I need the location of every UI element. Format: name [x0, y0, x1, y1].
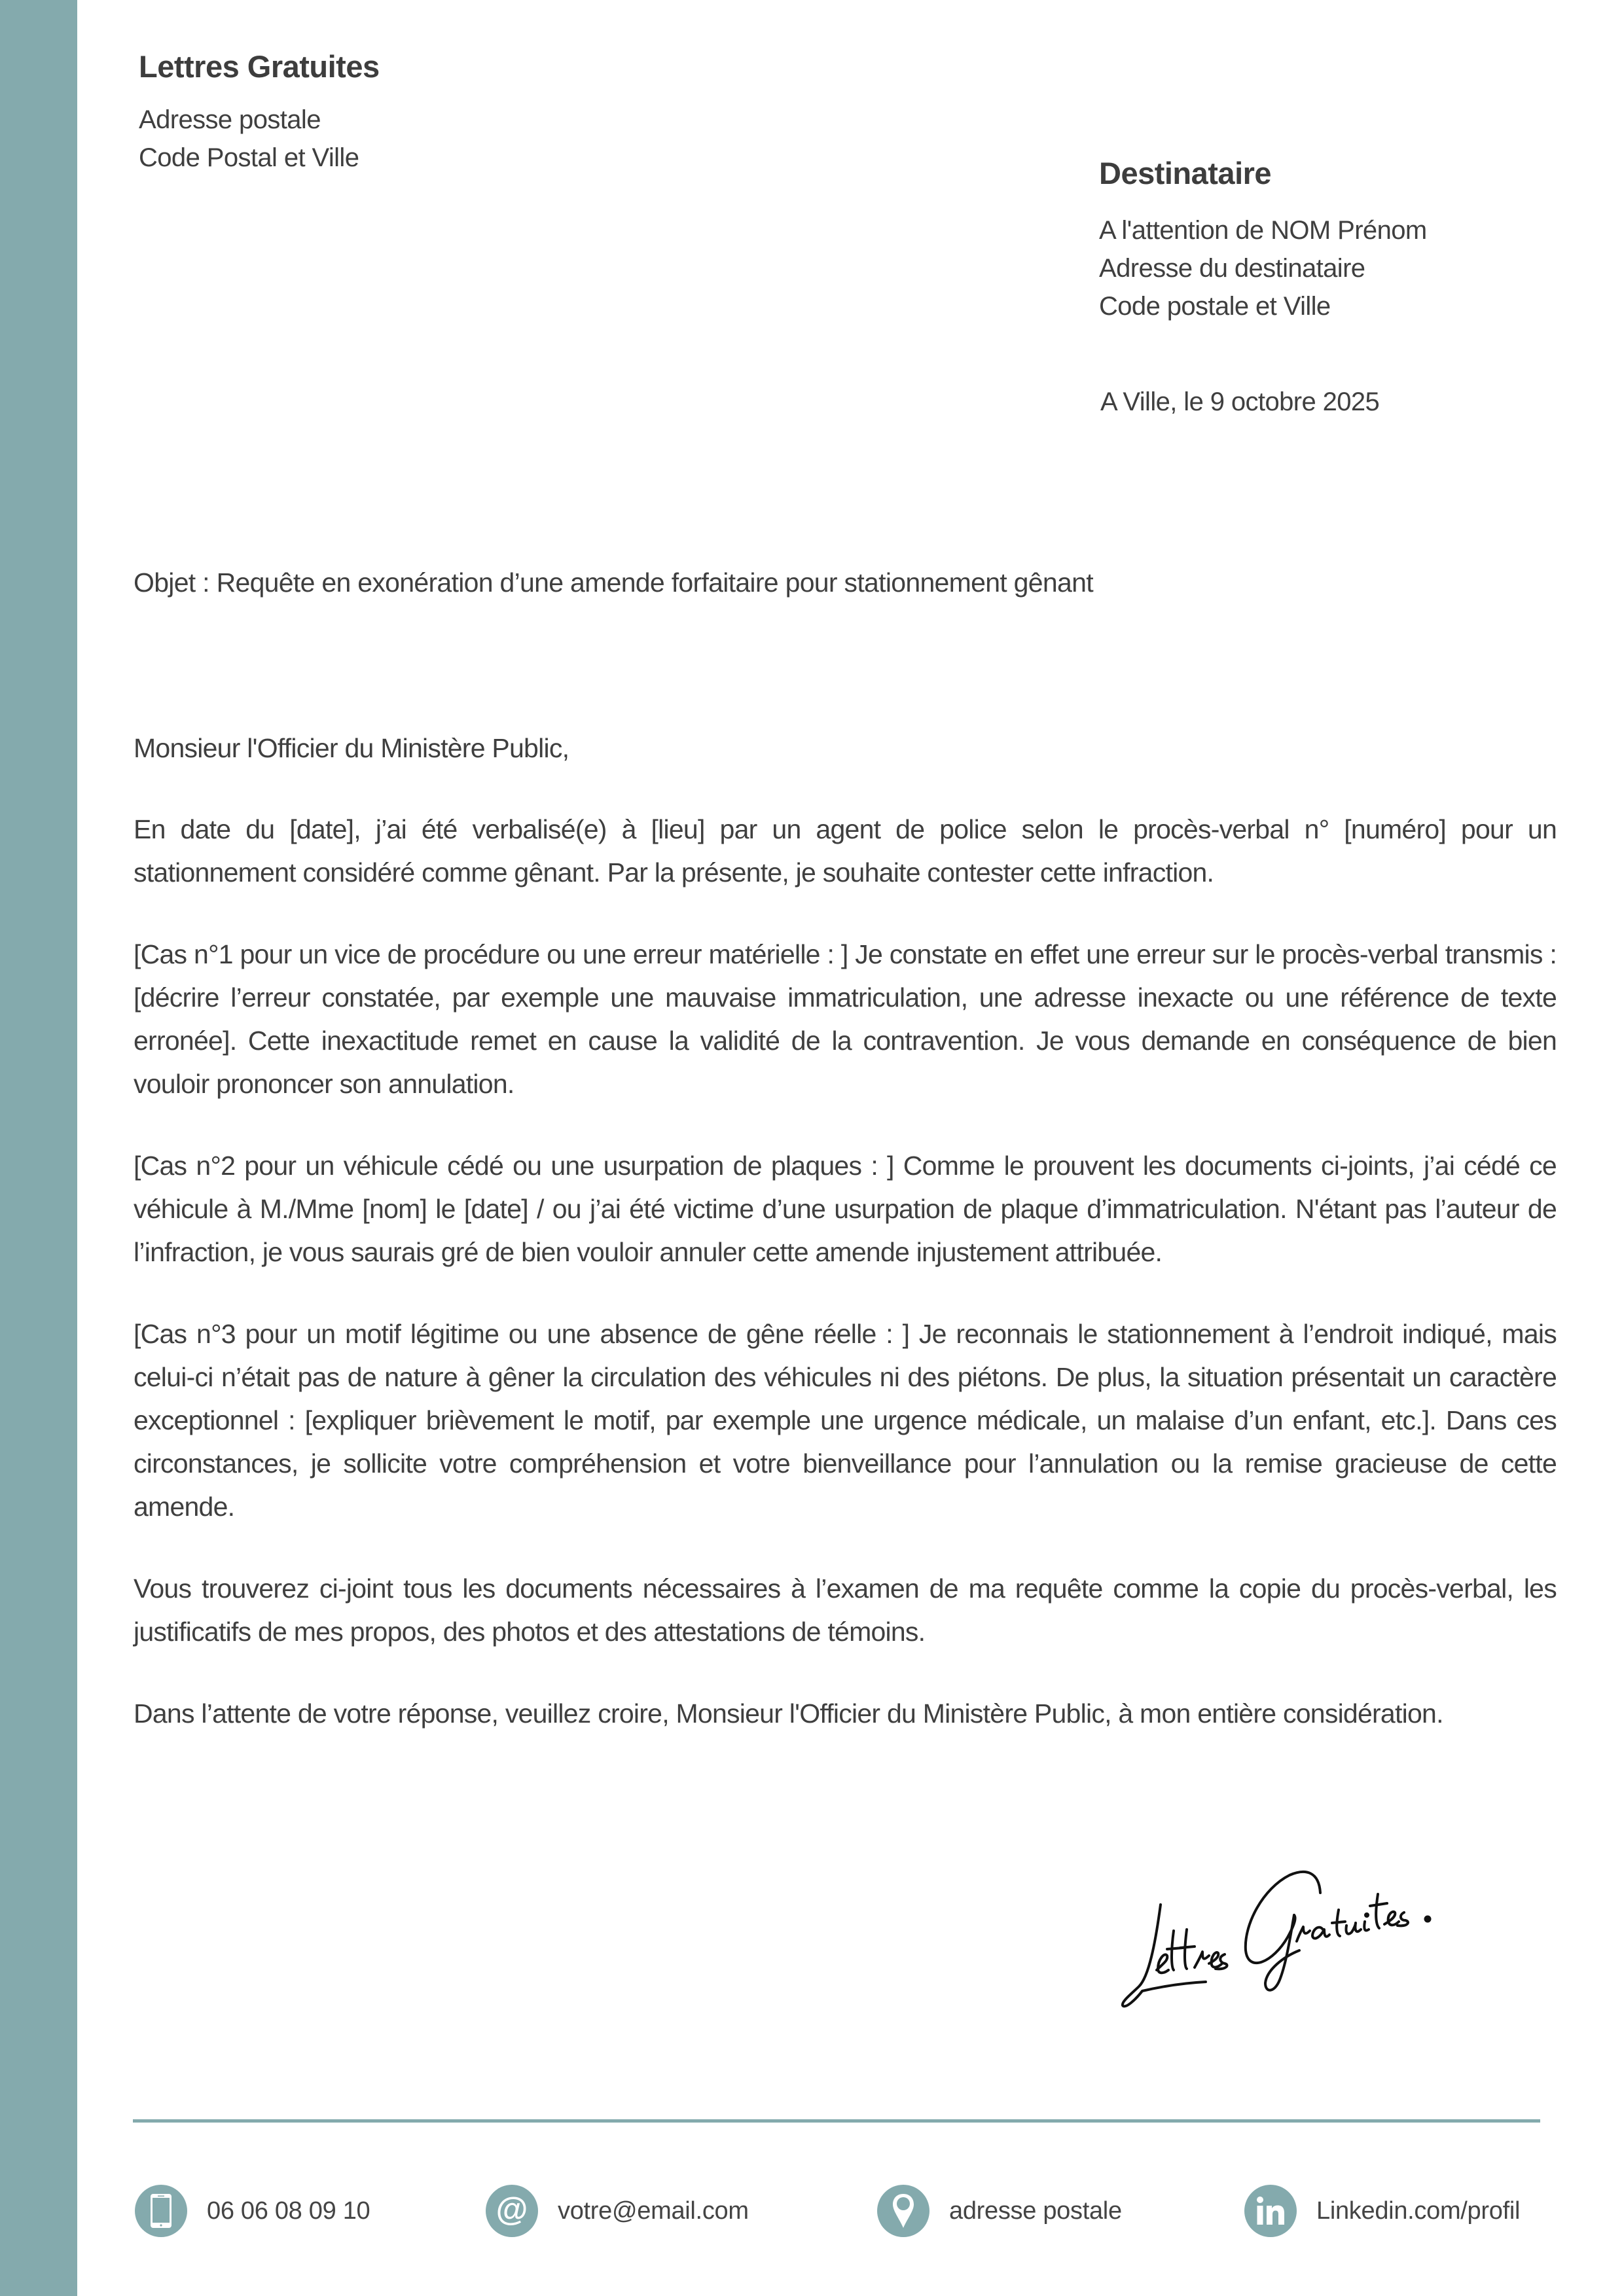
footer-email [486, 2185, 749, 2237]
footer-phone-text: 06 06 08 09 10 [207, 2197, 370, 2225]
letter-subject: Objet : Requête en exonération d’une amende forfaitaire pour stationnement gênant [134, 567, 1093, 598]
sender-name: Lettres Gratuites [139, 49, 380, 84]
body-paragraph: En date du [date], j’ai été verbalisé(e) à [lieu] par un agent de police selon le procès-verbal n° [numéro] pour un stationnement considéré comme gênant. Par la présente, je souhaite contester cette infraction. [134, 814, 1557, 888]
signature-graphic [1103, 1852, 1483, 2016]
footer-phone [135, 2185, 370, 2237]
footer-address [877, 2185, 1122, 2237]
body-paragraph: [Cas n°3 pour un motif légitime ou une absence de gêne réelle : ] Je reconnais le stationnement à l’endroit indiqué, mais celui-ci n’était pas de nature à gêner la circulation des véhicules ni des piétons. De plus, la situation présentait un caractère exceptionnel : [expliquer brièvement le motif, par exemple une urgence médicale, un malaise d’un enfant, etc.]. Dans ces circonstances, je sollicite votre compréhension et votre bienveillance pour l’annulation ou la remise gracieuse de cette amende. [134, 1319, 1557, 1522]
footer-linkedin-text[interactable]: Linkedin.com/profil [1316, 2197, 1521, 2225]
letter-body [134, 726, 1557, 1774]
handwritten-signature [1103, 1852, 1483, 2016]
recipient-title: Destinataire [1099, 156, 1272, 190]
closing-paragraph: Dans l’attente de votre réponse, veuillez croire, Monsieur l'Officier du Ministère Public, à mon entière considération. [134, 1698, 1443, 1729]
sender-block [139, 47, 380, 177]
salutation: Monsieur l'Officier du Ministère Public, [134, 733, 569, 763]
recipient-attention-line: A l'attention de NOM Prénom [1099, 216, 1427, 245]
recipient-block [1099, 154, 1427, 325]
linkedin-icon [1244, 2185, 1297, 2237]
svg-text:@: @ [496, 2193, 528, 2227]
body-paragraph: [Cas n°1 pour un vice de procédure ou une erreur matérielle : ] Je constate en effet une erreur sur le procès-verbal transmis : [décrire l’erreur constatée, par exemple une mauvaise immatriculation, une adresse inexacte ou une référence de texte erronée]. Cette inexactitude remet en cause la validité de la contravention. Je vous demande en conséquence de bien vouloir prononcer son annulation. [134, 939, 1557, 1099]
footer-email-text[interactable]: votre@email.com [558, 2197, 749, 2225]
body-paragraph: Vous trouverez ci-joint tous les documents nécessaires à l’examen de ma requête comme la copie du procès-verbal, les justificatifs de mes propos, des photos et des attestations de témoins. [134, 1573, 1557, 1647]
footer-address-text: adresse postale [949, 2197, 1122, 2225]
recipient-city-line: Code postale et Ville [1099, 292, 1331, 321]
body-paragraph: [Cas n°2 pour un véhicule cédé ou une usurpation de plaques : ] Comme le prouvent les documents ci-joints, j’ai cédé ce véhicule à M./Mme [nom] le [date] / ou j’ai été victime d’une usurpation de plaque d’immatriculation. N'étant pas l’auteur de l’infraction, je vous saurais gré de bien vouloir annuler cette amende injustement attribuée. [134, 1151, 1557, 1267]
phone-icon [135, 2185, 187, 2237]
email-icon [486, 2185, 538, 2237]
sender-city-line: Code Postal et Ville [139, 143, 359, 172]
location-pin-icon [877, 2185, 929, 2237]
sender-address-line: Adresse postale [139, 105, 321, 134]
footer-divider [133, 2119, 1540, 2123]
accent-sidebar [0, 0, 77, 2296]
recipient-address-line: Adresse du destinataire [1099, 254, 1365, 283]
letter-date: A Ville, le 9 octobre 2025 [1100, 387, 1380, 416]
footer-linkedin [1244, 2185, 1520, 2237]
